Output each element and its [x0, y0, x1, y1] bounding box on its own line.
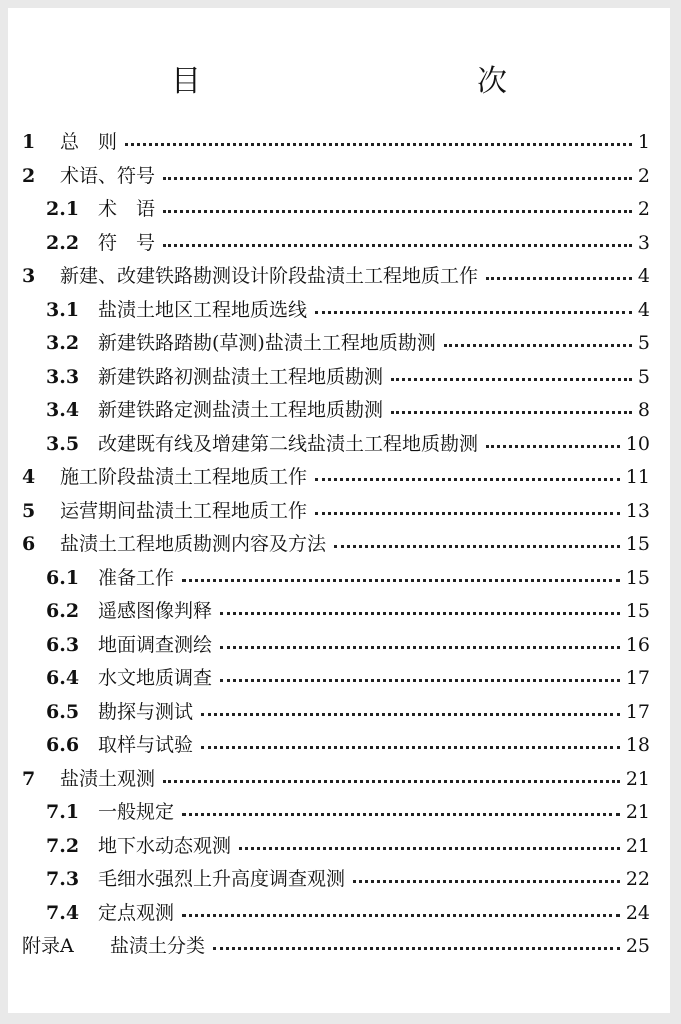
toc-leader-dots — [391, 378, 632, 381]
toc-entry-label: 地面调查测绘 — [98, 633, 213, 656]
toc-entry-label: 盐渍土地区工程地质选线 — [98, 298, 308, 321]
document-page — [8, 8, 670, 1013]
toc-entry-number: 3.2 — [46, 332, 80, 354]
toc-entry-page: 17 — [625, 667, 650, 689]
toc-entry-label: 新建铁路定测盐渍土工程地质勘测 — [98, 399, 384, 421]
toc-entry-page: 17 — [625, 700, 650, 723]
toc-entry-label: 勘探与测试 — [98, 700, 194, 723]
toc-entry-number: 附录A — [22, 935, 74, 957]
toc-entry-label: 符 号 — [98, 231, 156, 254]
toc-leader-dots — [213, 947, 620, 950]
toc-entry-page: 15 — [625, 533, 650, 555]
toc-entry — [46, 796, 650, 829]
toc-entry — [46, 428, 650, 461]
toc-entry — [46, 227, 650, 260]
toc-entry-page: 11 — [625, 466, 650, 488]
page-title: 目 次 — [171, 64, 579, 99]
toc-entry-number: 2 — [22, 164, 36, 187]
toc-entry-number: 7.2 — [46, 834, 80, 857]
toc-leader-dots — [334, 545, 620, 548]
toc-entry-label: 取样与试验 — [98, 734, 194, 756]
toc-entry-number: 6.1 — [46, 566, 80, 589]
toc-entry-label: 总 则 — [60, 131, 118, 153]
toc-leader-dots — [486, 445, 620, 448]
toc-entry — [46, 327, 650, 360]
toc-leader-dots — [201, 713, 620, 716]
toc-entry-number: 3.4 — [46, 399, 80, 421]
toc-entry-number: 7.3 — [46, 868, 80, 890]
toc-leader-dots — [125, 143, 632, 146]
toc-entry-page: 16 — [625, 633, 650, 656]
toc-entry — [46, 729, 650, 762]
toc-entry — [22, 160, 650, 193]
toc-entry-number: 6.5 — [46, 700, 80, 723]
toc-entry-label: 盐渍土工程地质勘测内容及方法 — [60, 533, 327, 555]
toc-entry-page: 10 — [625, 432, 650, 455]
toc-leader-dots — [220, 679, 620, 682]
toc-entry-label: 新建铁路踏勘(草测)盐渍土工程地质勘测 — [98, 332, 436, 354]
toc-leader-dots — [353, 880, 620, 883]
toc-entry — [46, 662, 650, 695]
toc-entry-label: 地下水动态观测 — [98, 834, 232, 857]
toc-leader-dots — [315, 512, 620, 515]
toc-entry-label: 准备工作 — [98, 566, 175, 589]
toc-entry-page: 4 — [637, 265, 650, 287]
toc-entry-label: 盐渍土分类 — [110, 935, 206, 957]
toc-entry-number: 3 — [22, 265, 36, 287]
toc-entry-number: 3.3 — [46, 365, 80, 388]
toc-entry-page: 21 — [625, 834, 650, 857]
toc-entry-page: 5 — [637, 332, 650, 354]
toc-entry-label: 水文地质调查 — [98, 667, 213, 689]
toc-entry — [22, 461, 650, 494]
toc-entry-number: 1 — [22, 131, 36, 153]
toc-entry-page: 18 — [625, 734, 650, 756]
toc-entry — [46, 863, 650, 896]
toc-leader-dots — [182, 813, 620, 816]
toc-entry-number: 4 — [22, 466, 36, 488]
toc-leader-dots — [163, 177, 632, 180]
toc-leader-dots — [163, 780, 620, 783]
toc-entry-label: 盐渍土观测 — [60, 767, 156, 790]
toc-entry — [22, 126, 650, 159]
toc-entry-page: 1 — [637, 131, 650, 153]
toc-entry-page: 15 — [625, 566, 650, 589]
toc-leader-dots — [315, 311, 632, 314]
toc-entry-number: 3.5 — [46, 432, 80, 455]
toc-entry-label: 术语、符号 — [60, 164, 156, 187]
toc-entry-label: 运营期间盐渍土工程地质工作 — [60, 499, 308, 522]
toc-entry-number: 6 — [22, 533, 36, 555]
toc-entry — [46, 394, 650, 427]
toc-entry-label: 改建既有线及增建第二线盐渍土工程地质勘测 — [98, 432, 479, 455]
toc-entry — [46, 294, 650, 327]
toc-entry-page: 2 — [637, 164, 650, 187]
toc-entry-number: 6.6 — [46, 734, 80, 756]
toc-leader-dots — [182, 914, 620, 917]
toc-entry — [46, 193, 650, 226]
toc-leader-dots — [182, 579, 620, 582]
toc-entry-label: 一般规定 — [98, 801, 175, 823]
toc-entry-number: 6.4 — [46, 667, 80, 689]
toc-entry-page: 15 — [625, 600, 650, 622]
toc-entry-number: 7 — [22, 767, 36, 790]
toc-entry — [22, 763, 650, 796]
toc-leader-dots — [163, 210, 632, 213]
toc-entry — [46, 897, 650, 930]
toc-leader-dots — [444, 344, 632, 347]
toc-entry-label: 新建、改建铁路勘测设计阶段盐渍土工程地质工作 — [60, 265, 479, 287]
toc-entry — [22, 930, 650, 963]
toc-entry — [46, 595, 650, 628]
toc-entry-page: 22 — [625, 868, 650, 890]
toc-entry-page: 4 — [637, 298, 650, 321]
toc-entry-page: 25 — [625, 935, 650, 957]
toc-entry — [46, 562, 650, 595]
toc-entry-number: 2.2 — [46, 231, 80, 254]
toc-entry-label: 施工阶段盐渍土工程地质工作 — [60, 466, 308, 488]
toc-entry-label: 定点观测 — [98, 901, 175, 924]
toc-entry — [46, 361, 650, 394]
toc-entry-page: 24 — [625, 901, 650, 924]
toc-entry-page: 21 — [625, 801, 650, 823]
toc-entry-label: 新建铁路初测盐渍土工程地质勘测 — [98, 365, 384, 388]
toc-leader-dots — [201, 746, 620, 749]
toc-entry-number: 6.2 — [46, 600, 80, 622]
toc-entry-page: 13 — [625, 499, 650, 522]
toc-entry-number: 5 — [22, 499, 36, 522]
toc-entry — [22, 528, 650, 561]
toc-leader-dots — [315, 478, 620, 481]
toc-leader-dots — [486, 277, 632, 280]
toc-leader-dots — [391, 411, 632, 414]
toc-entry-number: 3.1 — [46, 298, 80, 321]
toc-entry-number: 6.3 — [46, 633, 80, 656]
toc-entry-page: 8 — [637, 399, 650, 421]
toc-entry-page: 5 — [637, 365, 650, 388]
toc-leader-dots — [239, 847, 620, 850]
toc-entry-page: 3 — [637, 231, 650, 254]
toc-leader-dots — [220, 612, 620, 615]
toc-entry-number: 7.4 — [46, 901, 80, 924]
toc-entry — [22, 495, 650, 528]
toc-entry — [46, 629, 650, 662]
toc-entry — [46, 696, 650, 729]
toc-entry-label: 毛细水强烈上升高度调查观测 — [98, 868, 346, 890]
toc-entry — [46, 830, 650, 863]
toc-entry-page: 21 — [625, 767, 650, 790]
toc-entry-label: 术 语 — [98, 198, 156, 220]
toc-entry-number: 2.1 — [46, 198, 80, 220]
toc-entry-label: 遥感图像判释 — [98, 600, 213, 622]
toc-entry — [22, 260, 650, 293]
toc-entry-number: 7.1 — [46, 801, 80, 823]
toc-leader-dots — [220, 646, 620, 649]
toc-entry-page: 2 — [637, 198, 650, 220]
toc-leader-dots — [163, 244, 632, 247]
